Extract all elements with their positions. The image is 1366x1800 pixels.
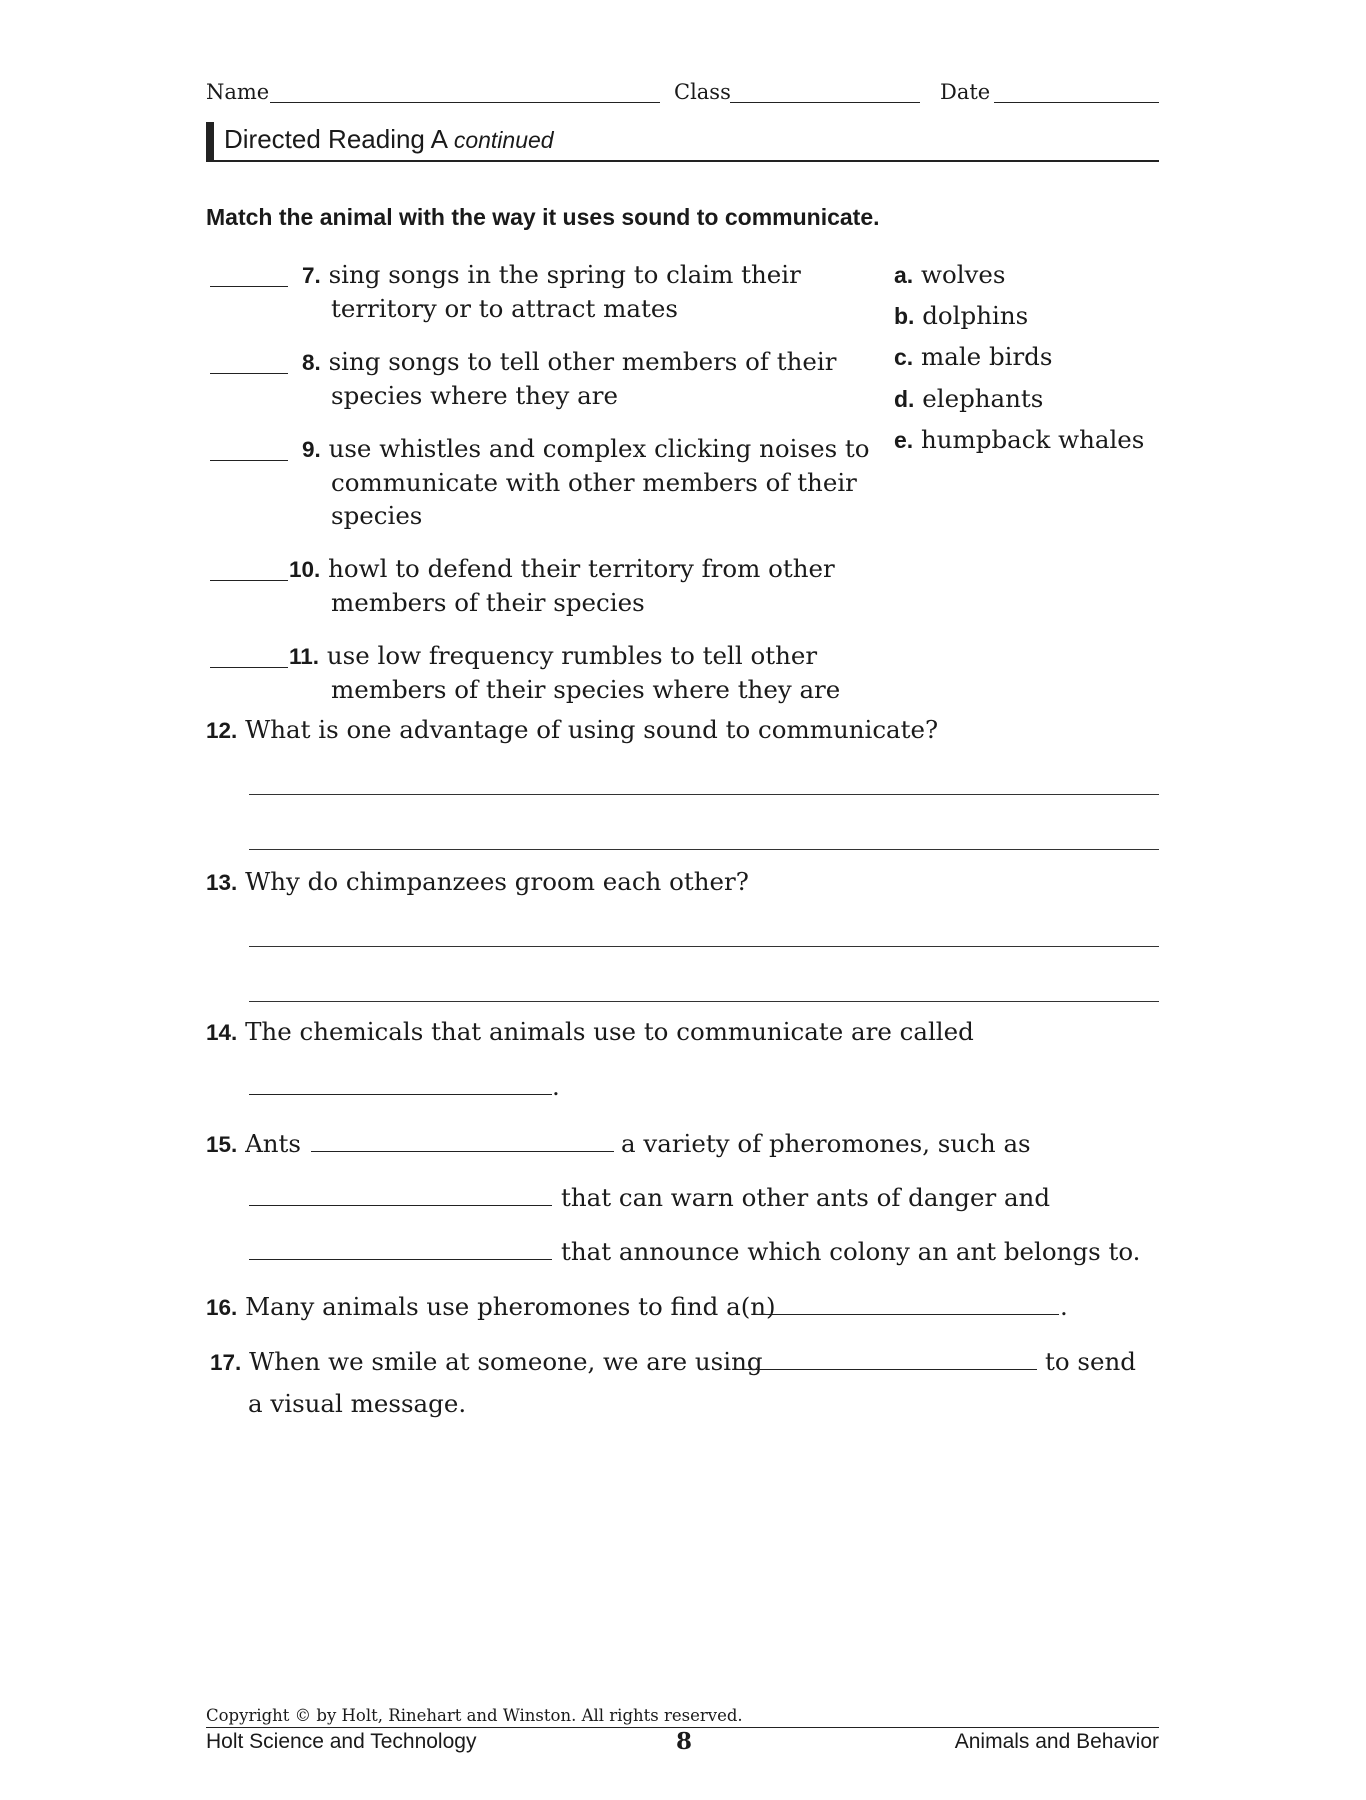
- choice-letter: a.: [894, 262, 914, 288]
- fill-blank-15b[interactable]: [249, 1205, 552, 1206]
- class-label: Class: [674, 80, 731, 104]
- name-label: Name: [206, 80, 270, 104]
- fill-blank-16[interactable]: [756, 1314, 1059, 1315]
- class-field[interactable]: [730, 102, 920, 103]
- item-number: 10.: [289, 557, 321, 582]
- answer-blank-9[interactable]: [210, 460, 288, 461]
- copyright-notice: Copyright © by Holt, Rinehart and Winston. All rights reserved.: [206, 1706, 743, 1725]
- question-text: When we smile at someone, we are using: [249, 1347, 763, 1376]
- title-main: Directed Reading A: [224, 124, 447, 154]
- question-number: 14.: [206, 1020, 238, 1045]
- matching-item-9: [302, 432, 870, 532]
- choice-letter: c.: [894, 344, 914, 370]
- item-text-line2: territory or to attract mates: [331, 294, 678, 323]
- matching-item-7: [302, 258, 801, 325]
- answer-blank-7[interactable]: [210, 286, 288, 287]
- item-text: use low frequency rumbles to tell other: [326, 641, 818, 670]
- question-12: [206, 713, 938, 747]
- date-field[interactable]: [994, 102, 1159, 103]
- answer-blank-8[interactable]: [210, 373, 288, 374]
- item-text-line2: communicate with other members of their: [331, 468, 857, 497]
- item-text-line2: species where they are: [331, 381, 618, 410]
- student-info-header: [206, 76, 1159, 106]
- title-suffix: continued: [453, 127, 554, 153]
- choice-e: [894, 425, 1144, 454]
- question-text: The chemicals that animals use to communicate are called: [245, 1017, 974, 1046]
- question-number: 17.: [210, 1350, 242, 1375]
- answer-line-12a[interactable]: [249, 794, 1159, 795]
- question-17: [210, 1345, 763, 1379]
- choice-text: humpback whales: [920, 425, 1145, 454]
- item-text: use whistles and complex clicking noises to: [328, 434, 870, 463]
- choice-text: wolves: [920, 260, 1006, 289]
- fill-blank-15c[interactable]: [249, 1259, 552, 1260]
- item-number: 7.: [302, 263, 321, 288]
- item-text: howl to defend their territory from other: [328, 554, 835, 583]
- item-text-line3: species: [331, 501, 423, 530]
- choice-d: [894, 384, 1043, 413]
- question-15: [206, 1127, 301, 1161]
- choice-letter: d.: [894, 386, 915, 412]
- fill-blank-14[interactable]: [249, 1094, 552, 1095]
- item-number: 8.: [302, 350, 321, 375]
- item-number: 11.: [289, 644, 320, 669]
- matching-item-10: [289, 552, 835, 619]
- date-label: Date: [940, 80, 991, 104]
- question-number: 12.: [206, 718, 238, 743]
- question-13: [206, 865, 749, 899]
- q15-part2: a variety of pheromones, such as: [621, 1129, 1031, 1158]
- matching-item-11: [289, 639, 840, 706]
- q15-part3: that can warn other ants of danger and: [561, 1183, 1051, 1212]
- item-text-line2: members of their species: [331, 588, 645, 617]
- choice-c: [894, 342, 1052, 371]
- question-number: 16.: [206, 1295, 238, 1320]
- footer-book-title: Holt Science and Technology: [206, 1730, 477, 1753]
- section-title-bar: [206, 120, 1159, 162]
- question-16: [206, 1290, 776, 1324]
- page-number: 8: [676, 1728, 693, 1755]
- question-text: Why do chimpanzees groom each other?: [245, 867, 749, 896]
- q17-line2: a visual message.: [248, 1389, 467, 1418]
- answer-line-12b[interactable]: [249, 849, 1159, 850]
- item-text-line2: members of their species where they are: [331, 675, 841, 704]
- footer-chapter-title: Animals and Behavior: [954, 1730, 1159, 1753]
- choice-letter: e.: [894, 427, 914, 453]
- q15-part4: that announce which colony an ant belongs to.: [561, 1237, 1141, 1266]
- choice-a: [894, 260, 1005, 289]
- q16-end: .: [1060, 1292, 1068, 1321]
- choice-text: elephants: [922, 384, 1044, 413]
- choice-letter: b.: [894, 303, 915, 329]
- fill-blank-17[interactable]: [734, 1369, 1037, 1370]
- answer-blank-11[interactable]: [210, 667, 288, 668]
- item-text: sing songs in the spring to claim their: [328, 260, 801, 289]
- q14-end: .: [552, 1072, 560, 1101]
- item-text: sing songs to tell other members of their: [328, 347, 837, 376]
- question-number: 15.: [206, 1132, 238, 1157]
- choice-b: [894, 301, 1028, 330]
- item-number: 9.: [302, 437, 321, 462]
- fill-blank-15a[interactable]: [311, 1151, 614, 1152]
- choice-text: male birds: [920, 342, 1053, 371]
- matching-instructions: Match the animal with the way it uses sound to communicate.: [206, 204, 880, 230]
- answer-line-13b[interactable]: [249, 1001, 1159, 1002]
- name-field[interactable]: [270, 102, 660, 103]
- title-marker: [206, 122, 214, 160]
- question-text: Ants: [245, 1129, 301, 1158]
- q17-end: to send: [1045, 1347, 1136, 1376]
- question-14: [206, 1015, 974, 1049]
- question-text: What is one advantage of using sound to communicate?: [245, 715, 939, 744]
- question-text: Many animals use pheromones to find a(n): [245, 1292, 776, 1321]
- question-number: 13.: [206, 870, 238, 895]
- choice-text: dolphins: [922, 301, 1029, 330]
- page-title: [224, 124, 554, 155]
- answer-line-13a[interactable]: [249, 946, 1159, 947]
- answer-blank-10[interactable]: [210, 580, 288, 581]
- matching-item-8: [302, 345, 836, 412]
